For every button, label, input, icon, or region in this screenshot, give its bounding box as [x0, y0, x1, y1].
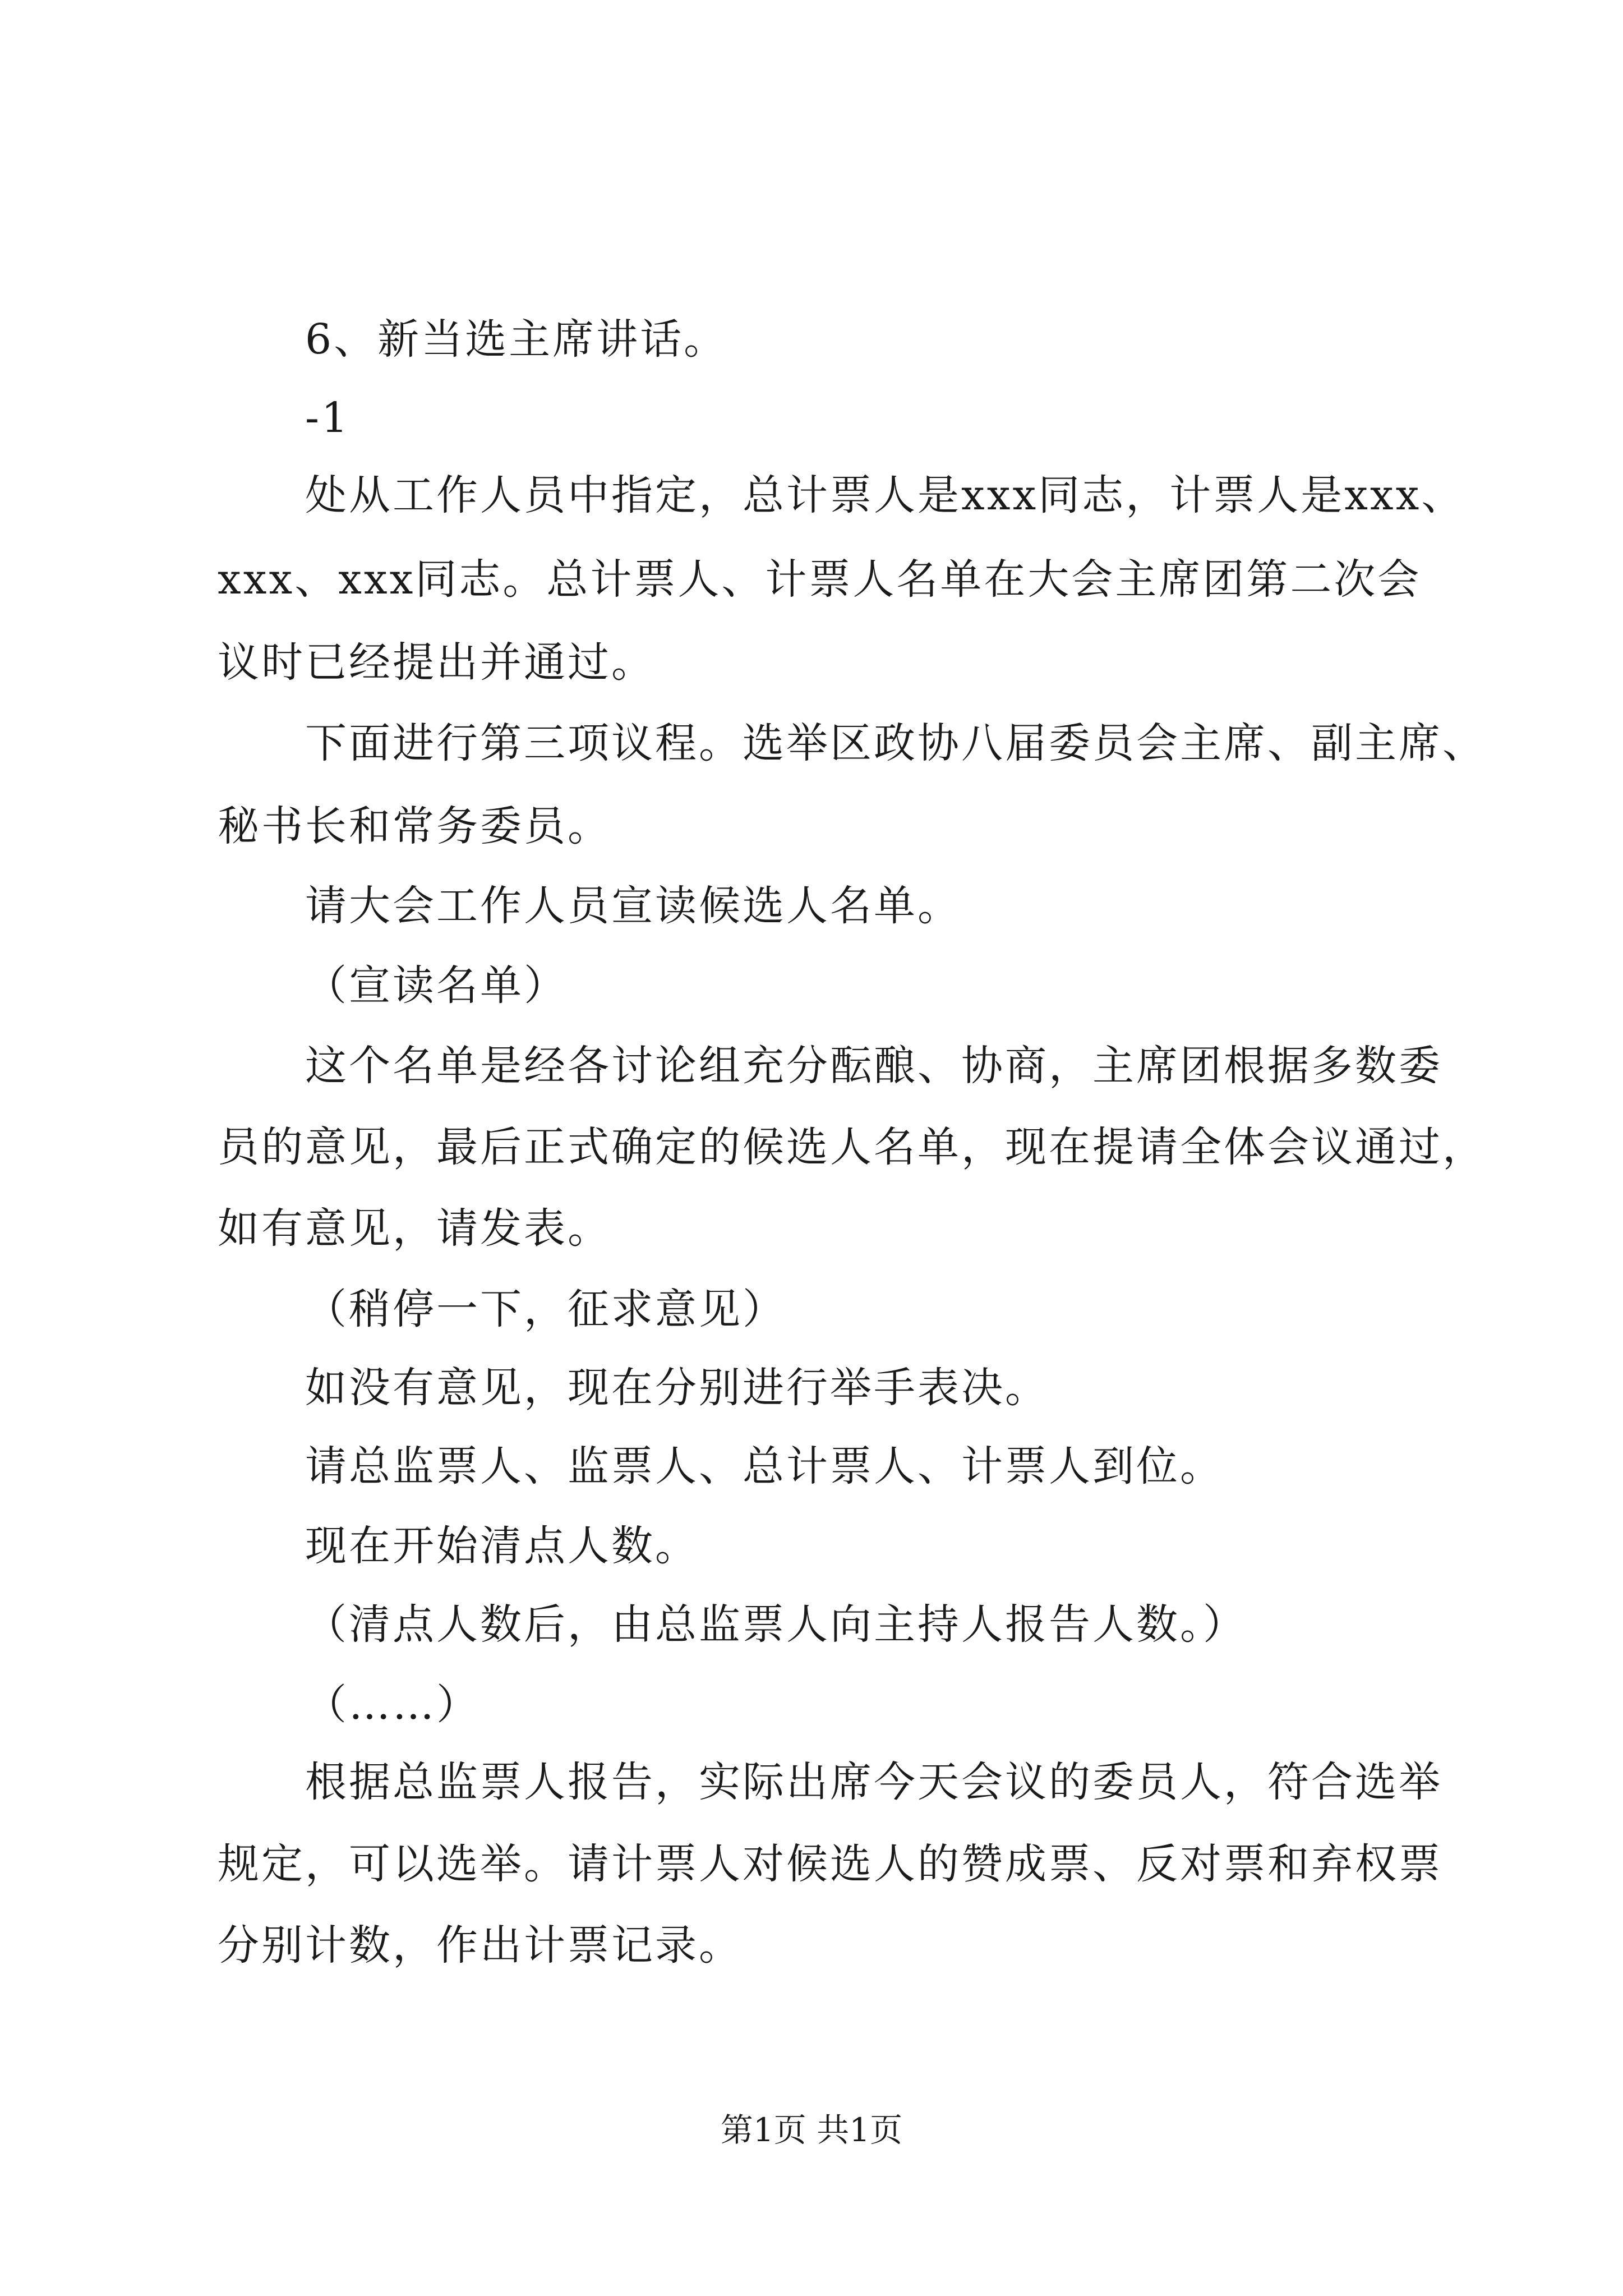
text-line: xxx、xxx同志。总计票人、计票人名单在大会主席团第二次会 — [218, 555, 1422, 604]
text-line: （宣读名单） — [305, 961, 568, 1010]
text-line: 员的意见，最后正式确定的候选人名单，现在提请全体会议通过， — [218, 1123, 1486, 1171]
text-line: 现在开始清点人数。 — [305, 1522, 699, 1570]
text-line: 根据总监票人报告，实际出席今天会议的委员人，符合选举 — [305, 1758, 1442, 1806]
text-line: 秘书长和常务委员。 — [218, 802, 611, 850]
text-line: （清点人数后，由总监票人向主持人报告人数。） — [305, 1600, 1247, 1649]
text-line: （……） — [305, 1681, 480, 1729]
text-line: 如没有意见，现在分别进行举手表决。 — [305, 1364, 1049, 1412]
text-line: 请大会工作人员宣读候选人名单。 — [305, 882, 961, 930]
text-line: 下面进行第三项议程。选举区政协八届委员会主席、副主席、 — [305, 719, 1486, 767]
text-line: 请总监票人、监票人、总计票人、计票人到位。 — [305, 1442, 1224, 1490]
text-line: 6、新当选主席讲话。 — [305, 315, 728, 364]
text-line: 议时已经提出并通过。 — [218, 638, 655, 687]
text-line: -1 — [305, 394, 351, 442]
text-line: 如有意见，请发表。 — [218, 1204, 611, 1253]
text-line: 分别计数，作出计票记录。 — [218, 1921, 743, 1970]
text-line: 处从工作人员中指定，总计票人是xxx同志，计票人是xxx、 — [305, 471, 1465, 519]
page-number-footer: 第1页 共1页 — [720, 2111, 903, 2149]
text-line: 规定，可以选举。请计票人对候选人的赞成票、反对票和弃权票 — [218, 1840, 1442, 1888]
text-line: （稍停一下，征求意见） — [305, 1285, 786, 1333]
text-line: 这个名单是经各讨论组充分酝酿、协商，主席团根据多数委 — [305, 1042, 1442, 1090]
